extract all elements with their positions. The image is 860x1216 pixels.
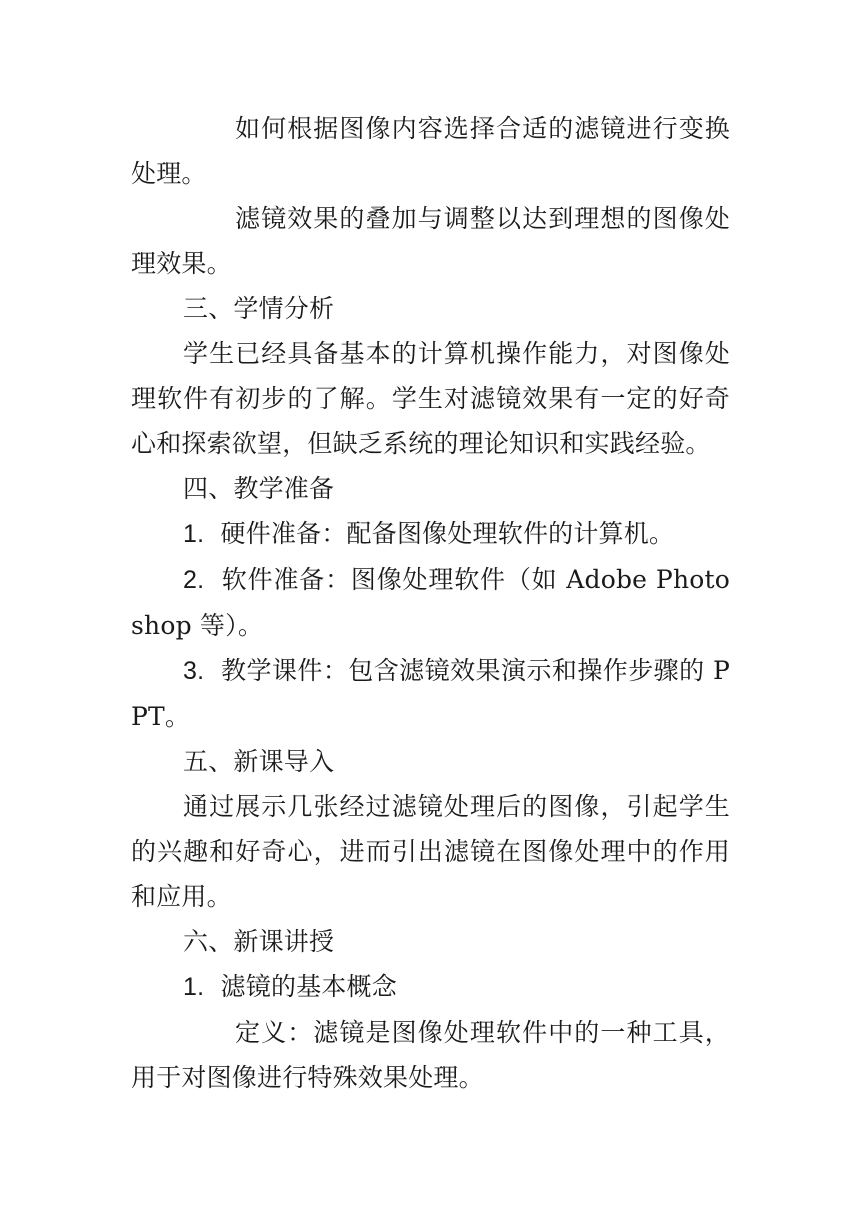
paragraph-learner-analysis: 学生已经具备基本的计算机操作能力，对图像处理软件有初步的了解。学生对滤镜效果有一定的好奇心和探索欲望，但缺乏系统的理论知识和实践经验。: [131, 339, 730, 458]
list-number: 2.: [183, 566, 205, 594]
section-heading-learner-analysis: 三、学情分析: [183, 294, 335, 323]
section-heading-lesson-introduction: 五、新课导入: [183, 747, 335, 776]
list-item-text: 教学课件：包含滤镜效果演示和操作步骤的 PPT。: [131, 656, 730, 731]
list-item-text: 软件准备：图像处理软件（如 Adobe Photoshop 等）。: [131, 565, 731, 640]
section-heading-new-lesson: 六、新课讲授: [183, 927, 335, 956]
list-item-text: 滤镜的基本概念: [220, 972, 397, 1001]
document-body: [131, 106, 730, 1100]
list-item-filter-concept: [131, 964, 730, 1010]
list-item-text: 硬件准备：配备图像处理软件的计算机。: [220, 519, 675, 548]
list-item-software: [131, 557, 730, 648]
list-number: 1.: [183, 973, 205, 1001]
paragraph-lesson-introduction: 通过展示几张经过滤镜处理后的图像，引起学生的兴趣和好奇心，进而引出滤镜在图像处理中的作用和应用。: [131, 792, 730, 911]
paragraph-filter-stacking: 滤镜效果的叠加与调整以达到理想的图像处理效果。: [131, 204, 730, 278]
list-number: 3.: [183, 657, 205, 685]
paragraph-filter-definition: 定义：滤镜是图像处理软件中的一种工具，用于对图像进行特殊效果处理。: [131, 1018, 730, 1092]
paragraph-filter-selection: 如何根据图像内容选择合适的滤镜进行变换处理。: [131, 114, 730, 188]
list-item-courseware: [131, 648, 730, 739]
list-item-hardware: [131, 511, 730, 557]
section-heading-teaching-preparation: 四、教学准备: [183, 474, 335, 503]
list-number: 1.: [183, 520, 205, 548]
